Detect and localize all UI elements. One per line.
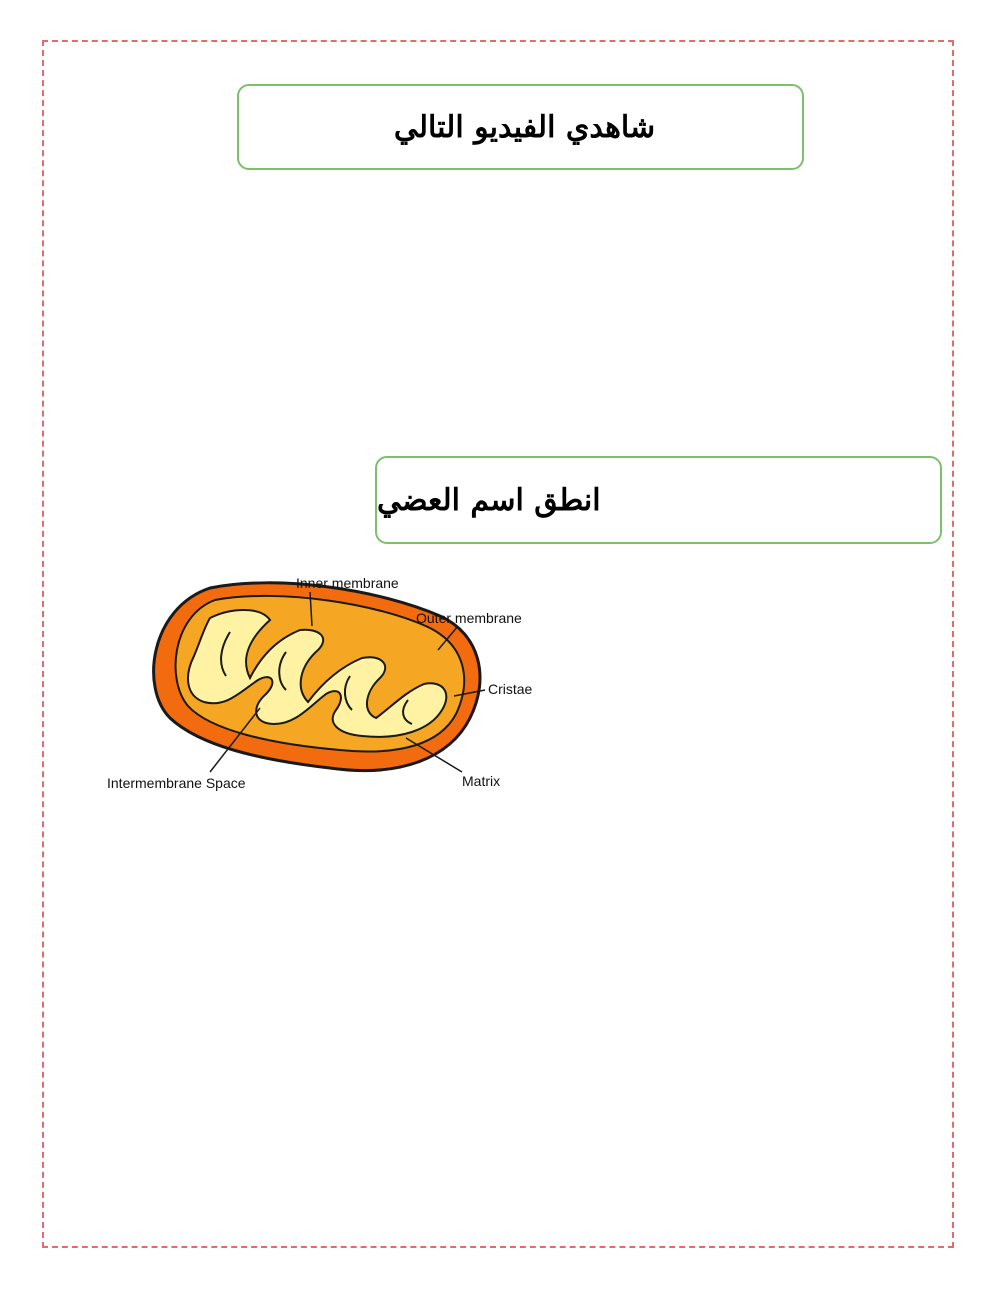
video-heading-box: [237, 84, 804, 170]
mitochondrion-diagram: [100, 568, 550, 800]
label-inner-membrane: Inner membrane: [296, 575, 399, 591]
organelle-heading-box: [375, 456, 942, 544]
video-heading: شاهدي الفيديو التالي: [393, 109, 656, 145]
label-intermembrane-space: Intermembrane Space: [107, 775, 246, 791]
label-cristae: Cristae: [488, 681, 533, 697]
label-outer-membrane: Outer membrane: [416, 610, 522, 626]
organelle-heading: انطق اسم العضي: [377, 482, 601, 518]
label-matrix: Matrix: [462, 773, 501, 789]
